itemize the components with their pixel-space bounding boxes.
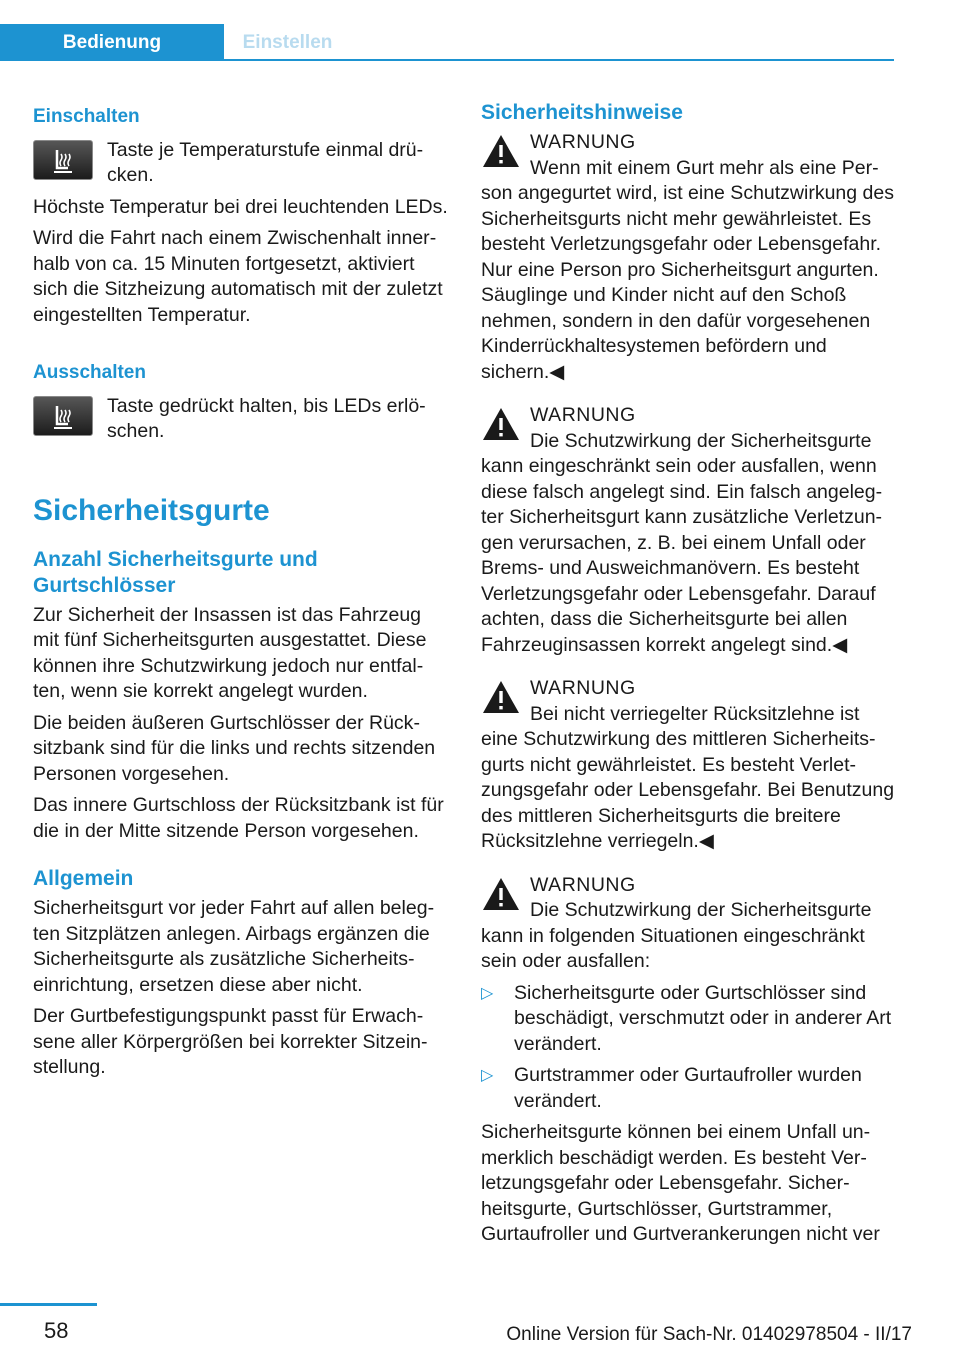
sicherheitshinweise-heading: Sicherheitshinweise	[481, 101, 683, 124]
einschalten-instruction	[33, 138, 448, 189]
triangle-bullet-icon: ▷	[481, 984, 494, 1002]
warning-head: WARNUNG	[530, 404, 636, 426]
allgemein-p2: Der Gurtbefestigungspunkt passt für Erwachsene aller Körpergrößen bei korrekter Sitzeinstellung.	[33, 1005, 428, 1078]
anzahl-p2: Die beiden äußeren Gurtschlösser der Rücksitzbank sind für die links und rechts sitzenden Personen vorgesehen.	[33, 711, 436, 785]
seat-heating-button-icon	[33, 396, 93, 436]
warning-head: WARNUNG	[530, 677, 636, 699]
right-column	[481, 100, 895, 1254]
header-tabs	[0, 24, 351, 61]
warning-block	[481, 676, 895, 855]
warning-block	[481, 130, 895, 385]
warning-text: Wenn mit einem Gurt mehr als eine Person angegurtet wird, ist eine Schutzwirkung des Sicherheitsgurts nicht mehr gewährleistet. Es besteht Verletzungsgefahr oder Lebensgefahr. Nur eine Person pro Sicherheitsgurt angurten. Säuglinge und Kinder nicht auf den Schoß nehmen, sondern in den dafür vorgesehenen Kinderrückhaltesystemen befördern und sichern.◀	[481, 156, 894, 383]
seat-heating-icon	[48, 402, 78, 432]
footer-rule	[0, 1303, 97, 1306]
header-rule	[0, 59, 894, 61]
tab-einstellen[interactable]: Einstellen	[242, 32, 333, 53]
closing-paragraph: Sicherheitsgurte können bei einem Unfall unmerklich beschädigt werden. Es besteht Verletzungsgefahr oder Lebensgefahr. Sicherheitsgurte, Gurtschlösser, Gurtstrammer, Gurtaufroller und Gurtverankerungen nicht ver	[481, 1121, 880, 1245]
warning-block	[481, 873, 895, 975]
bullet-list	[481, 981, 895, 1115]
triangle-bullet-icon: ▷	[481, 1067, 494, 1084]
warning-triangle-icon	[481, 133, 521, 169]
list-item-text: Gurtstrammer oder Gurtaufroller wurden verändert.	[514, 1064, 862, 1112]
allgemein-p1: Sicherheitsgurt vor jeder Fahrt auf allen belegten Sitzplätzen anlegen. Airbags ergänzen die Sicherheitsgurte als zusätzliche Sicherheitseinrichtung, ersetzen diese aber nicht.	[33, 897, 435, 996]
einschalten-p2: Wird die Fahrt nach einem Zwischenhalt innerhalb von ca. 15 Minuten fortgesetzt, aktiviert sich die Sitzheizung automatisch mit der zuletzt eingestellten Temperatur.	[33, 227, 443, 326]
warning-triangle-icon	[481, 406, 521, 442]
warning-text: Die Schutzwirkung der Sicherheitsgurte kann eingeschränkt sein oder ausfallen, wenn diese falsch angelegt sind. Ein falsch angelegter Sicherheitsgurt kann zusätzliche Verletzungen verursachen, z. B. bei einem Unfall oder Brems- und Ausweichmanövern. Es besteht Verletzungsgefahr oder Lebensgefahr. Darauf achten, dass die Sicherheitsgurte bei allen Fahrzeuginsassen korrekt angelegt sind.◀	[481, 429, 883, 656]
seat-heating-icon	[48, 146, 78, 176]
anzahl-p1: Zur Sicherheit der Insassen ist das Fahrzeug mit fünf Sicherheitsgurten ausgestattet. Diese können ihre Schutzwirkung jedoch nur entfalten, wenn sie korrekt angelegt wurden.	[33, 603, 427, 702]
list-item	[481, 1063, 895, 1114]
list-item-text: Sicherheitsgurte oder Gurtschlösser sind beschädigt, verschmutzt oder in anderer Art verändert.	[514, 981, 892, 1055]
ausschalten-button-text: Taste gedrückt halten, bis LEDs erlöschen.	[107, 394, 426, 442]
warning-block	[481, 403, 895, 658]
online-version-link[interactable]: Online Version für Sach-Nr. 01402978504 - II/17	[506, 1324, 912, 1345]
warning-text: Bei nicht verriegelter Rücksitzlehne ist eine Schutzwirkung des mittleren Sicherheitsgurts nicht gewährleistet. Es besteht Verletzungsgefahr oder Lebensgefahr. Bei Benutzung des mittleren Sicherheitsgurts die breitere Rücksitzlehne verriegeln.◀	[481, 702, 895, 852]
einschalten-heading: Einschalten	[33, 106, 140, 127]
einschalten-button-text: Taste je Temperaturstufe einmal drücken.	[107, 138, 424, 186]
list-item	[481, 981, 895, 1058]
allgemein-heading: Allgemein	[33, 867, 134, 890]
tab-bedienung[interactable]: Bedienung	[0, 24, 224, 61]
einschalten-p1: Höchste Temperatur bei drei leuchtenden LEDs.	[33, 195, 448, 218]
warning-head: WARNUNG	[530, 131, 636, 153]
warning-triangle-icon	[481, 679, 521, 715]
anzahl-p3: Das innere Gurtschloss der Rücksitzbank ist für die in der Mitte sitzende Person vorgesehen.	[33, 794, 444, 842]
seat-heating-button-icon	[33, 140, 93, 180]
warning-triangle-icon	[481, 876, 521, 912]
warning-head: WARNUNG	[530, 873, 636, 896]
left-column	[33, 100, 448, 1087]
section-title: Sicherheitsgurte	[33, 493, 270, 527]
ausschalten-heading: Ausschalten	[33, 362, 146, 383]
anzahl-heading: Anzahl Sicherheitsgurte und Gurtschlösser	[33, 547, 318, 597]
ausschalten-instruction	[33, 394, 448, 445]
page-number: 58	[44, 1318, 69, 1343]
warning-text: Die Schutzwirkung der Sicherheitsgurte kann in folgenden Situationen eingeschränkt sein oder ausfallen:	[481, 899, 872, 972]
